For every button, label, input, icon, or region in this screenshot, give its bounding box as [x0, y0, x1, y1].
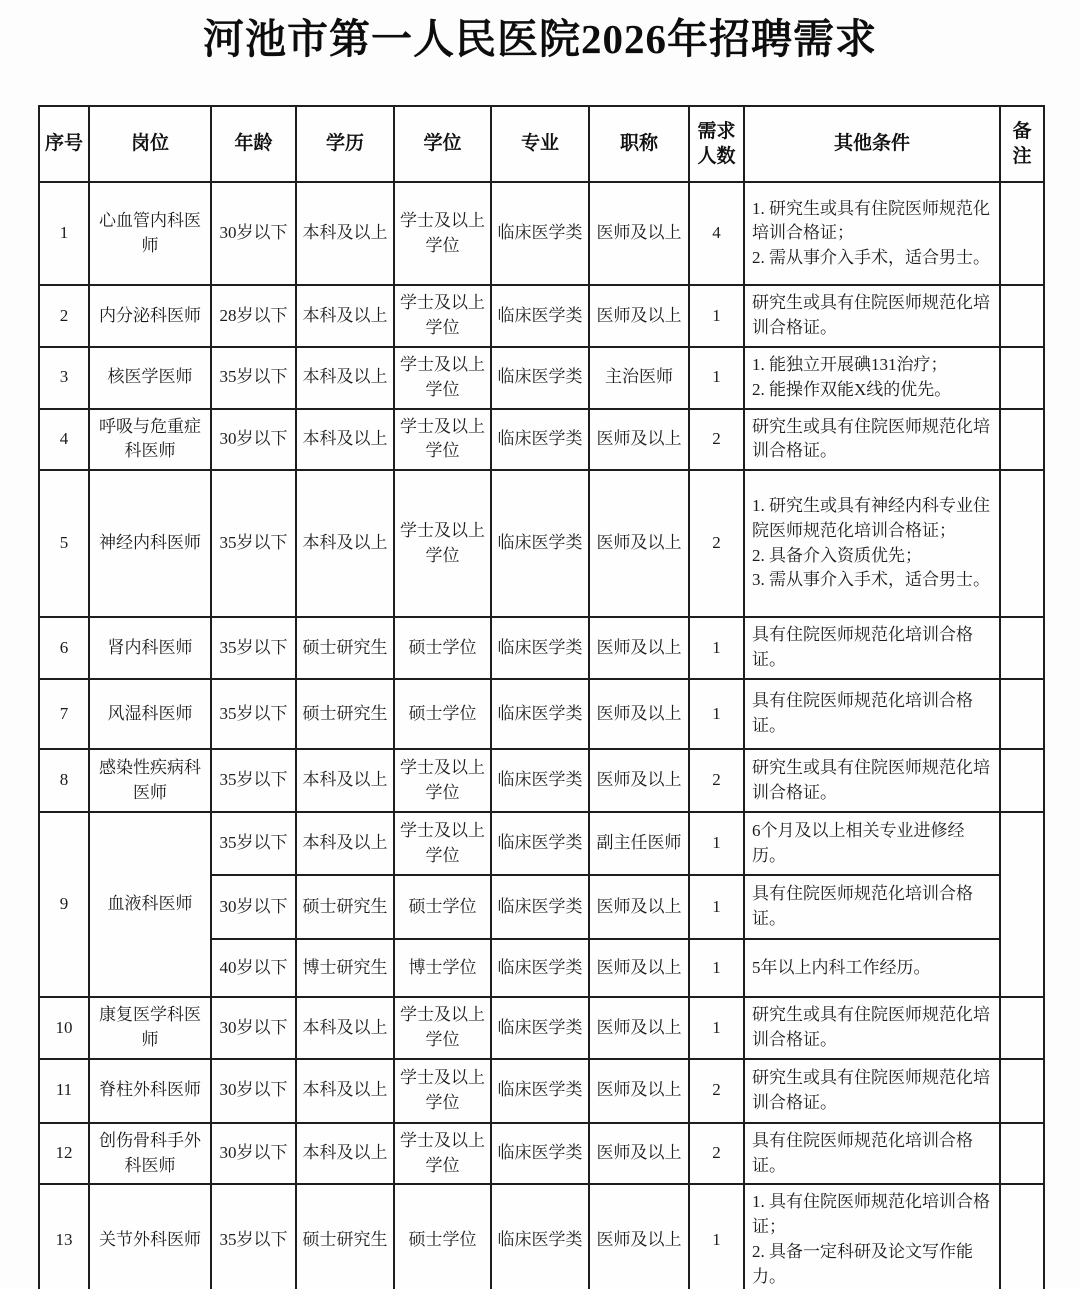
- cell-degree: 学士及以上学位: [394, 470, 491, 617]
- cell-remark: [1000, 409, 1044, 471]
- cell-age: 30岁以下: [211, 1123, 296, 1185]
- condition-line: 研究生或具有住院医师规范化培训合格证。: [752, 293, 990, 338]
- condition-line: 研究生或具有住院医师规范化培训合格证。: [752, 1005, 990, 1049]
- table-row: [39, 617, 1044, 679]
- table-row: [39, 1184, 1044, 1289]
- cell-title: 医师及以上: [589, 182, 689, 285]
- table-row: [39, 812, 1044, 875]
- condition-line: 5年以上内科工作经历。: [752, 957, 931, 977]
- condition-line: 2. 能操作双能X线的优先。: [752, 379, 952, 399]
- cell-no: 6: [39, 617, 89, 679]
- cell-no: 10: [39, 997, 89, 1059]
- col-header-major: 专业: [491, 106, 589, 182]
- table-row: [39, 182, 1044, 285]
- cell-major: 临床医学类: [491, 347, 589, 409]
- cell-title: 医师及以上: [589, 409, 689, 471]
- cell-major: 临床医学类: [491, 285, 589, 347]
- cell-title: 医师及以上: [589, 470, 689, 617]
- header-row: [39, 106, 1044, 182]
- cell-degree: 学士及以上学位: [394, 997, 491, 1059]
- cell-count: 1: [689, 875, 744, 939]
- cell-count: 4: [689, 182, 744, 285]
- cell-conditions: [744, 347, 1000, 409]
- cell-no: 7: [39, 679, 89, 749]
- cell-age: 40岁以下: [211, 939, 296, 997]
- cell-major: 临床医学类: [491, 749, 589, 812]
- cell-count: 1: [689, 617, 744, 679]
- cell-remark: [1000, 679, 1044, 749]
- col-header-age: 年龄: [211, 106, 296, 182]
- cell-title: 医师及以上: [589, 875, 689, 939]
- cell-no: 13: [39, 1184, 89, 1289]
- cell-count: 1: [689, 285, 744, 347]
- cell-age: 35岁以下: [211, 812, 296, 875]
- cell-conditions: [744, 285, 1000, 347]
- cell-position: 呼吸与危重症科医师: [89, 409, 211, 471]
- table-row: [39, 749, 1044, 812]
- cell-position: 感染性疾病科医师: [89, 749, 211, 812]
- cell-education: 本科及以上: [296, 182, 394, 285]
- cell-education: 本科及以上: [296, 812, 394, 875]
- cell-position: 心血管内科医师: [89, 182, 211, 285]
- cell-remark: [1000, 617, 1044, 679]
- cell-major: 临床医学类: [491, 409, 589, 471]
- col-header-position: 岗位: [89, 106, 211, 182]
- cell-position: 神经内科医师: [89, 470, 211, 617]
- cell-degree: 学士及以上学位: [394, 1059, 491, 1123]
- condition-line: 1. 研究生或具有住院医师规范化培训合格证；: [752, 198, 990, 243]
- cell-remark: [1000, 1123, 1044, 1185]
- cell-major: 临床医学类: [491, 939, 589, 997]
- cell-conditions: [744, 1184, 1000, 1289]
- condition-line: 2. 需从事介入手术，适合男士。: [752, 248, 990, 268]
- cell-remark: [1000, 749, 1044, 812]
- cell-conditions: [744, 997, 1000, 1059]
- cell-title: 医师及以上: [589, 285, 689, 347]
- cell-title: 医师及以上: [589, 997, 689, 1059]
- cell-major: 临床医学类: [491, 997, 589, 1059]
- cell-conditions: [744, 812, 1000, 875]
- condition-line: 2. 具备一定科研及论文写作能力。: [752, 1242, 973, 1286]
- table-row: [39, 470, 1044, 617]
- cell-degree: 硕士学位: [394, 679, 491, 749]
- cell-conditions: [744, 617, 1000, 679]
- condition-line: 2. 具备介入资质优先；: [752, 545, 922, 565]
- cell-position: 康复医学科医师: [89, 997, 211, 1059]
- condition-line: 1. 具有住院医师规范化培训合格证；: [752, 1192, 990, 1237]
- col-header-title: 职称: [589, 106, 689, 182]
- cell-conditions: [744, 939, 1000, 997]
- condition-line: 研究生或具有住院医师规范化培训合格证。: [752, 416, 990, 461]
- cell-degree: 学士及以上学位: [394, 749, 491, 812]
- cell-remark: [1000, 997, 1044, 1059]
- col-header-remark: 备注: [1000, 106, 1044, 182]
- cell-education: 本科及以上: [296, 347, 394, 409]
- cell-title: 医师及以上: [589, 679, 689, 749]
- cell-count: 1: [689, 997, 744, 1059]
- cell-education: 本科及以上: [296, 409, 394, 471]
- cell-remark: [1000, 347, 1044, 409]
- cell-count: 1: [689, 939, 744, 997]
- cell-no: 9: [39, 812, 89, 997]
- cell-remark: [1000, 1184, 1044, 1289]
- cell-education: 本科及以上: [296, 285, 394, 347]
- cell-no: 12: [39, 1123, 89, 1185]
- cell-title: 医师及以上: [589, 1184, 689, 1289]
- cell-no: 1: [39, 182, 89, 285]
- cell-no: 5: [39, 470, 89, 617]
- cell-position: 脊柱外科医师: [89, 1059, 211, 1123]
- cell-title: 主治医师: [589, 347, 689, 409]
- cell-title: 医师及以上: [589, 617, 689, 679]
- col-header-count: 需求人数: [689, 106, 744, 182]
- cell-degree: 学士及以上学位: [394, 347, 491, 409]
- cell-major: 临床医学类: [491, 617, 589, 679]
- cell-major: 临床医学类: [491, 1059, 589, 1123]
- cell-degree: 学士及以上学位: [394, 409, 491, 471]
- cell-no: 4: [39, 409, 89, 471]
- cell-age: 30岁以下: [211, 997, 296, 1059]
- cell-conditions: [744, 875, 1000, 939]
- table-row: [39, 1123, 1044, 1185]
- cell-count: 1: [689, 347, 744, 409]
- cell-count: 2: [689, 470, 744, 617]
- cell-conditions: [744, 1059, 1000, 1123]
- cell-age: 30岁以下: [211, 875, 296, 939]
- cell-no: 11: [39, 1059, 89, 1123]
- table-row: [39, 1059, 1044, 1123]
- cell-count: 1: [689, 679, 744, 749]
- cell-education: 本科及以上: [296, 470, 394, 617]
- cell-count: 1: [689, 812, 744, 875]
- cell-education: 硕士研究生: [296, 1184, 394, 1289]
- col-header-conditions: 其他条件: [744, 106, 1000, 182]
- cell-title: 副主任医师: [589, 812, 689, 875]
- cell-title: 医师及以上: [589, 939, 689, 997]
- cell-age: 35岁以下: [211, 470, 296, 617]
- cell-degree: 硕士学位: [394, 617, 491, 679]
- cell-conditions: [744, 1123, 1000, 1185]
- cell-degree: 学士及以上学位: [394, 812, 491, 875]
- cell-major: 临床医学类: [491, 470, 589, 617]
- cell-education: 本科及以上: [296, 997, 394, 1059]
- cell-education: 博士研究生: [296, 939, 394, 997]
- cell-position: 创伤骨科手外科医师: [89, 1123, 211, 1185]
- cell-remark: [1000, 812, 1044, 997]
- cell-major: 临床医学类: [491, 679, 589, 749]
- recruitment-table: [38, 105, 1045, 1289]
- cell-age: 35岁以下: [211, 1184, 296, 1289]
- table-row: [39, 997, 1044, 1059]
- cell-degree: 硕士学位: [394, 1184, 491, 1289]
- cell-no: 2: [39, 285, 89, 347]
- cell-major: 临床医学类: [491, 1123, 589, 1185]
- cell-position: 风湿科医师: [89, 679, 211, 749]
- cell-education: 本科及以上: [296, 749, 394, 812]
- condition-line: 6个月及以上相关专业进修经历。: [752, 820, 965, 865]
- cell-position: 核医学医师: [89, 347, 211, 409]
- table-row: [39, 679, 1044, 749]
- cell-major: 临床医学类: [491, 812, 589, 875]
- condition-line: 具有住院医师规范化培训合格证。: [752, 884, 973, 929]
- cell-education: 硕士研究生: [296, 617, 394, 679]
- cell-education: 硕士研究生: [296, 679, 394, 749]
- cell-degree: 学士及以上学位: [394, 285, 491, 347]
- cell-conditions: [744, 182, 1000, 285]
- condition-line: 研究生或具有住院医师规范化培训合格证。: [752, 757, 990, 802]
- cell-position: 肾内科医师: [89, 617, 211, 679]
- cell-count: 2: [689, 1123, 744, 1185]
- page-title: 河池市第一人民医院2026年招聘需求: [203, 16, 877, 62]
- condition-line: 具有住院医师规范化培训合格证。: [752, 1130, 973, 1175]
- condition-line: 1. 研究生或具有神经内科专业住院医师规范化培训合格证；: [752, 496, 990, 540]
- table-row: [39, 409, 1044, 471]
- cell-education: 本科及以上: [296, 1059, 394, 1123]
- cell-age: 35岁以下: [211, 749, 296, 812]
- col-header-degree: 学位: [394, 106, 491, 182]
- table-row: [39, 285, 1044, 347]
- cell-conditions: [744, 679, 1000, 749]
- cell-count: 2: [689, 1059, 744, 1123]
- cell-conditions: [744, 409, 1000, 471]
- cell-degree: 硕士学位: [394, 875, 491, 939]
- cell-position: 血液科医师: [89, 812, 211, 997]
- table-row: [39, 347, 1044, 409]
- cell-title: 医师及以上: [589, 1123, 689, 1185]
- cell-title: 医师及以上: [589, 1059, 689, 1123]
- cell-degree: 博士学位: [394, 939, 491, 997]
- cell-count: 2: [689, 749, 744, 812]
- cell-position: 关节外科医师: [89, 1184, 211, 1289]
- cell-count: 2: [689, 409, 744, 471]
- cell-education: 本科及以上: [296, 1123, 394, 1185]
- cell-major: 临床医学类: [491, 1184, 589, 1289]
- cell-age: 30岁以下: [211, 182, 296, 285]
- cell-remark: [1000, 182, 1044, 285]
- cell-no: 8: [39, 749, 89, 812]
- cell-conditions: [744, 470, 1000, 617]
- cell-count: 1: [689, 1184, 744, 1289]
- cell-major: 临床医学类: [491, 182, 589, 285]
- cell-age: 35岁以下: [211, 347, 296, 409]
- cell-age: 28岁以下: [211, 285, 296, 347]
- cell-age: 30岁以下: [211, 409, 296, 471]
- cell-position: 内分泌科医师: [89, 285, 211, 347]
- condition-line: 研究生或具有住院医师规范化培训合格证。: [752, 1067, 990, 1112]
- condition-line: 具有住院医师规范化培训合格证。: [752, 691, 973, 736]
- cell-degree: 学士及以上学位: [394, 1123, 491, 1185]
- cell-conditions: [744, 749, 1000, 812]
- cell-age: 35岁以下: [211, 679, 296, 749]
- cell-remark: [1000, 470, 1044, 617]
- cell-age: 30岁以下: [211, 1059, 296, 1123]
- cell-major: 临床医学类: [491, 875, 589, 939]
- cell-no: 3: [39, 347, 89, 409]
- col-header-education: 学历: [296, 106, 394, 182]
- condition-line: 3. 需从事介入手术，适合男士。: [752, 570, 990, 590]
- cell-age: 35岁以下: [211, 617, 296, 679]
- col-header-no: 序号: [39, 106, 89, 182]
- cell-remark: [1000, 285, 1044, 347]
- cell-degree: 学士及以上学位: [394, 182, 491, 285]
- condition-line: 1. 能独立开展碘131治疗；: [752, 354, 948, 374]
- condition-line: 具有住院医师规范化培训合格证。: [752, 625, 973, 670]
- cell-remark: [1000, 1059, 1044, 1123]
- cell-title: 医师及以上: [589, 749, 689, 812]
- cell-education: 硕士研究生: [296, 875, 394, 939]
